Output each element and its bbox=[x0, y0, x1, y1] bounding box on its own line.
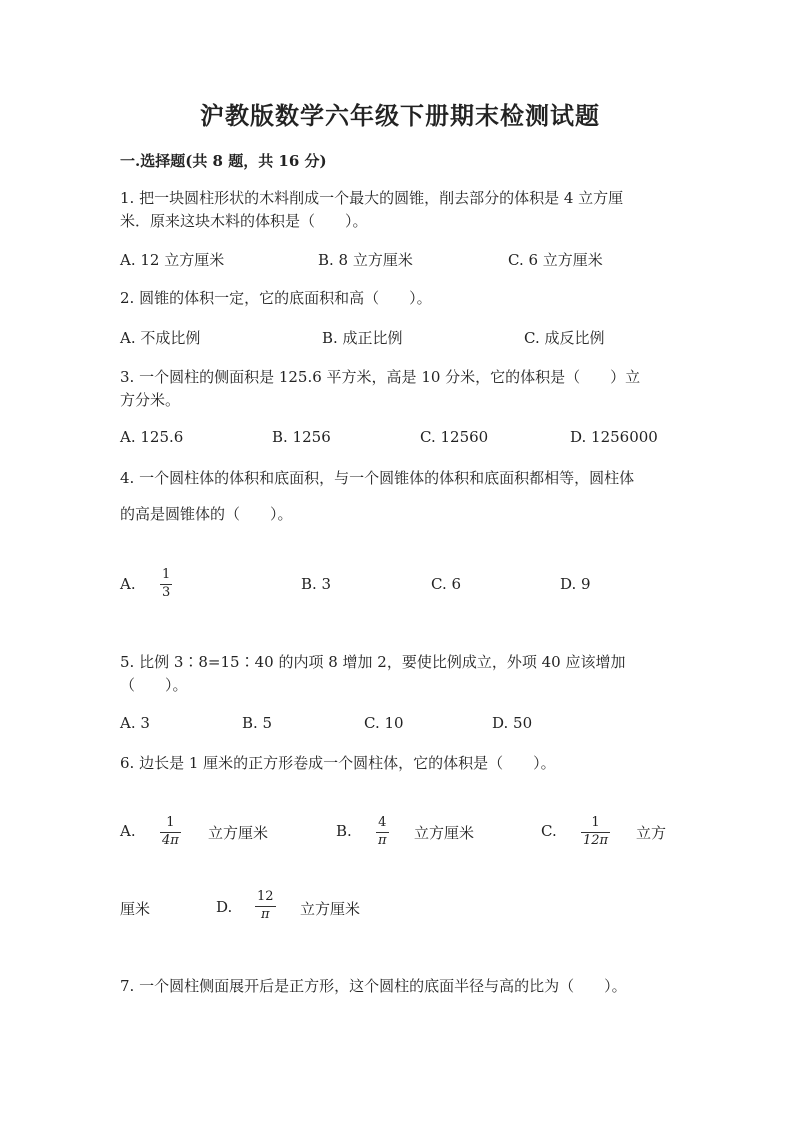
fraction-denominator: 4π bbox=[162, 833, 179, 848]
q6-option-c-label: C. bbox=[541, 822, 557, 840]
q4-option-a-fraction bbox=[160, 568, 172, 600]
question-4-line-1: 4. 一个圆柱体的体积和底面积，与一个圆锥体的体积和底面积都相等，圆柱体 bbox=[120, 469, 635, 487]
page-title: 沪教版数学六年级下册期末检测试题 bbox=[200, 101, 600, 130]
fraction-numerator: 1 bbox=[166, 815, 175, 830]
fraction-numerator: 4 bbox=[378, 815, 387, 830]
q1-option-c: C. 6 立方厘米 bbox=[508, 251, 603, 269]
q6-option-a-label: A. bbox=[120, 822, 136, 840]
q6-option-c-unit-part-1: 立方 bbox=[636, 824, 667, 842]
question-3-line-1: 3. 一个圆柱的侧面积是 125.6 平方米，高是 10 分米，它的体积是（ ）立 bbox=[120, 368, 641, 386]
fraction-denominator: π bbox=[261, 907, 270, 922]
question-7: 7. 一个圆柱侧面展开后是正方形，这个圆柱的底面半径与高的比为（ ）。 bbox=[120, 977, 627, 995]
q4-option-b: B. 3 bbox=[301, 575, 332, 593]
q2-option-c: C. 成反比例 bbox=[524, 329, 605, 347]
question-3-line-2: 方分米。 bbox=[120, 391, 181, 409]
q5-option-b: B. 5 bbox=[242, 714, 273, 732]
q1-option-b: B. 8 立方厘米 bbox=[318, 251, 413, 269]
question-5-line-2: （ ）。 bbox=[120, 676, 188, 694]
q3-option-c: C. 12560 bbox=[420, 428, 489, 446]
fraction-denominator: 3 bbox=[162, 585, 171, 600]
q6-option-d-label: D. bbox=[216, 898, 233, 916]
q4-option-a-label: A. bbox=[120, 575, 136, 593]
q3-option-a: A. 125.6 bbox=[120, 428, 184, 446]
q3-option-d: D. 1256000 bbox=[570, 428, 658, 446]
q2-option-a: A. 不成比例 bbox=[120, 329, 201, 347]
q6-option-c-fraction bbox=[581, 816, 610, 848]
q6-option-a-unit: 立方厘米 bbox=[208, 824, 269, 842]
q4-option-c: C. 6 bbox=[431, 575, 462, 593]
question-1-line-2: 米．原来这块木料的体积是（ ）。 bbox=[120, 212, 368, 230]
q6-option-b-unit: 立方厘米 bbox=[414, 824, 475, 842]
fraction-numerator: 1 bbox=[591, 815, 600, 830]
q5-option-d: D. 50 bbox=[492, 714, 533, 732]
q6-option-d-unit: 立方厘米 bbox=[300, 900, 361, 918]
q6-option-b-label: B. bbox=[336, 822, 352, 840]
q6-option-b-fraction bbox=[376, 816, 389, 848]
fraction-denominator: 12π bbox=[583, 833, 609, 848]
q4-option-d: D. 9 bbox=[560, 575, 591, 593]
question-2: 2. 圆锥的体积一定，它的底面积和高（ ）。 bbox=[120, 289, 432, 307]
q6-option-d-fraction bbox=[255, 890, 276, 922]
q2-option-b: B. 成正比例 bbox=[322, 329, 403, 347]
q6-option-a-fraction bbox=[160, 816, 181, 848]
fraction-numerator: 1 bbox=[162, 567, 171, 582]
q1-option-a: A. 12 立方厘米 bbox=[120, 251, 225, 269]
fraction-numerator: 12 bbox=[257, 889, 274, 904]
q5-option-a: A. 3 bbox=[120, 714, 150, 732]
question-4-line-2: 的高是圆锥体的（ ）。 bbox=[120, 505, 293, 523]
fraction-denominator: π bbox=[378, 833, 387, 848]
q6-option-c-unit-part-2: 厘米 bbox=[120, 900, 151, 918]
q3-option-b: B. 1256 bbox=[272, 428, 331, 446]
question-5-line-1: 5. 比例 3∶8=15∶40 的内项 8 增加 2，要使比例成立，外项 40 应该增加 bbox=[120, 653, 626, 671]
q5-option-c: C. 10 bbox=[364, 714, 404, 732]
question-6: 6. 边长是 1 厘米的正方形卷成一个圆柱体，它的体积是（ ）。 bbox=[120, 754, 556, 772]
section-heading: 一.选择题(共 8 题，共 16 分) bbox=[120, 152, 327, 170]
question-1-line-1: 1. 把一块圆柱形状的木料削成一个最大的圆锥，削去部分的体积是 4 立方厘 bbox=[120, 189, 624, 207]
